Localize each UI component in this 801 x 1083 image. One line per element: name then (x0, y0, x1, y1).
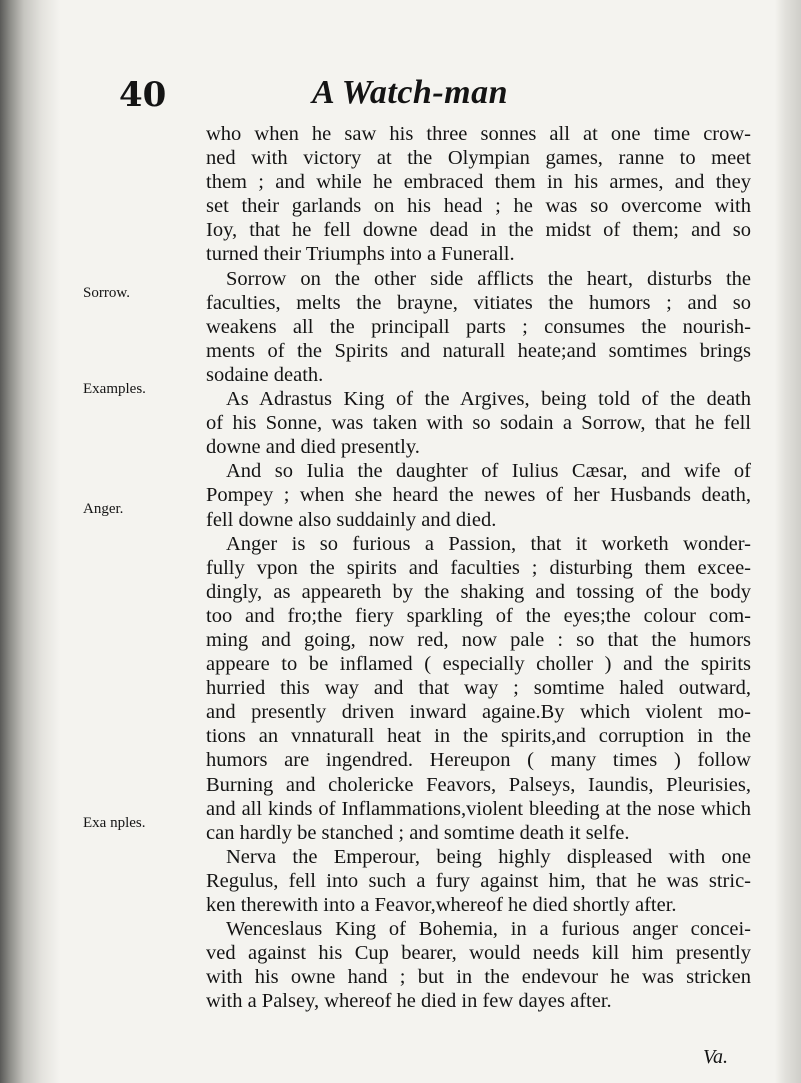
text-line: And so Iulia the daughter of Iulius Cæsar, and wife of (226, 460, 751, 483)
text-line: too and fro;the fiery sparkling of the eyes;the colour com- (206, 604, 751, 627)
page-edge-shadow (775, 0, 801, 1083)
text-line: ved against his Cup bearer, would needs kill him presently (206, 942, 751, 965)
text-line: Sorrow on the other side afflicts the heart, disturbs the (226, 267, 751, 290)
text-line: and presently driven inward againe.By which violent mo- (206, 701, 751, 724)
text-line: who when he saw his three sonnes all at one time crow- (206, 123, 751, 145)
text-line: dingly, as appeareth by the shaking and tossing of the body (206, 580, 751, 603)
catchword: Va. (703, 1046, 728, 1068)
text-line: Nerva the Emperour, being highly displeased with one (226, 845, 751, 868)
text-line: faculties, melts the brayne, vitiates the humors ; and so (206, 291, 751, 314)
text-line: humors are ingendred. Hereupon ( many times ) follow (206, 749, 751, 772)
text-line: sodaine death. (206, 363, 324, 386)
text-line: Burning and cholericke Feavors, Palseys, Iaundis, Pleurisies, (206, 773, 751, 796)
text-line: Ioy, that he fell downe dead in the midst of them; and so (206, 219, 751, 242)
text-line: of his Sonne, was taken with so sodain a Sorrow, that he fell (206, 412, 751, 435)
page-number: 40 (119, 75, 167, 115)
margin-note-examples: Examples. (83, 381, 146, 397)
margin-note-examples-2: Exa nples. (83, 815, 146, 831)
text-line: Regulus, fell into such a fury against him, that he was stric- (206, 869, 751, 892)
text-line: set their garlands on his head ; he was so overcome with (206, 195, 751, 218)
text-line: tions an vnnaturall heat in the spirits,and corruption in the (206, 725, 751, 748)
text-line: hurried this way and that way ; somtime haled outward, (206, 677, 751, 700)
body-text (206, 122, 751, 1013)
text-line: ken therewith into a Feavor,whereof he died shortly after. (206, 894, 677, 916)
text-line: with a Palsey, whereof he died in few dayes after. (206, 990, 612, 1013)
text-line: Wenceslaus King of Bohemia, in a furious anger concei- (226, 918, 751, 941)
book-binding-shadow (0, 0, 60, 1083)
text-line: ned with victory at the Olympian games, ranne to meet (206, 147, 751, 170)
text-line: weakens all the principall parts ; consumes the nourish- (206, 315, 751, 338)
text-line: appeare to be inflamed ( especially choller ) and the spirits (206, 653, 751, 676)
text-line: them ; and while he embraced them in his armes, and they (206, 171, 751, 194)
text-line: fell downe also suddainly and died. (206, 508, 497, 531)
text-line: and all kinds of Inflammations,violent bleeding at the nose which (206, 797, 751, 820)
text-line: turned their Triumphs into a Funerall. (206, 243, 515, 266)
margin-note-sorrow: Sorrow. (83, 285, 130, 301)
running-title: A Watch-man (312, 74, 509, 111)
text-line: ments of the Spirits and naturall heate;and somtimes brings (206, 339, 751, 362)
text-line: downe and died presently. (206, 436, 420, 459)
text-line: Pompey ; when she heard the newes of her Husbands death, (206, 484, 751, 507)
text-line: fully vpon the spirits and faculties ; disturbing them excee- (206, 556, 751, 579)
text-line: can hardly be stanched ; and somtime death it selfe. (206, 821, 630, 844)
text-line: Anger is so furious a Passion, that it worketh wonder- (226, 532, 751, 555)
text-line: with his owne hand ; but in the endevour he was stricken (206, 966, 751, 989)
text-line: As Adrastus King of the Argives, being told of the death (226, 388, 751, 411)
margin-note-anger: Anger. (83, 501, 124, 517)
text-line: ming and going, now red, now pale : so that the humors (206, 628, 751, 651)
